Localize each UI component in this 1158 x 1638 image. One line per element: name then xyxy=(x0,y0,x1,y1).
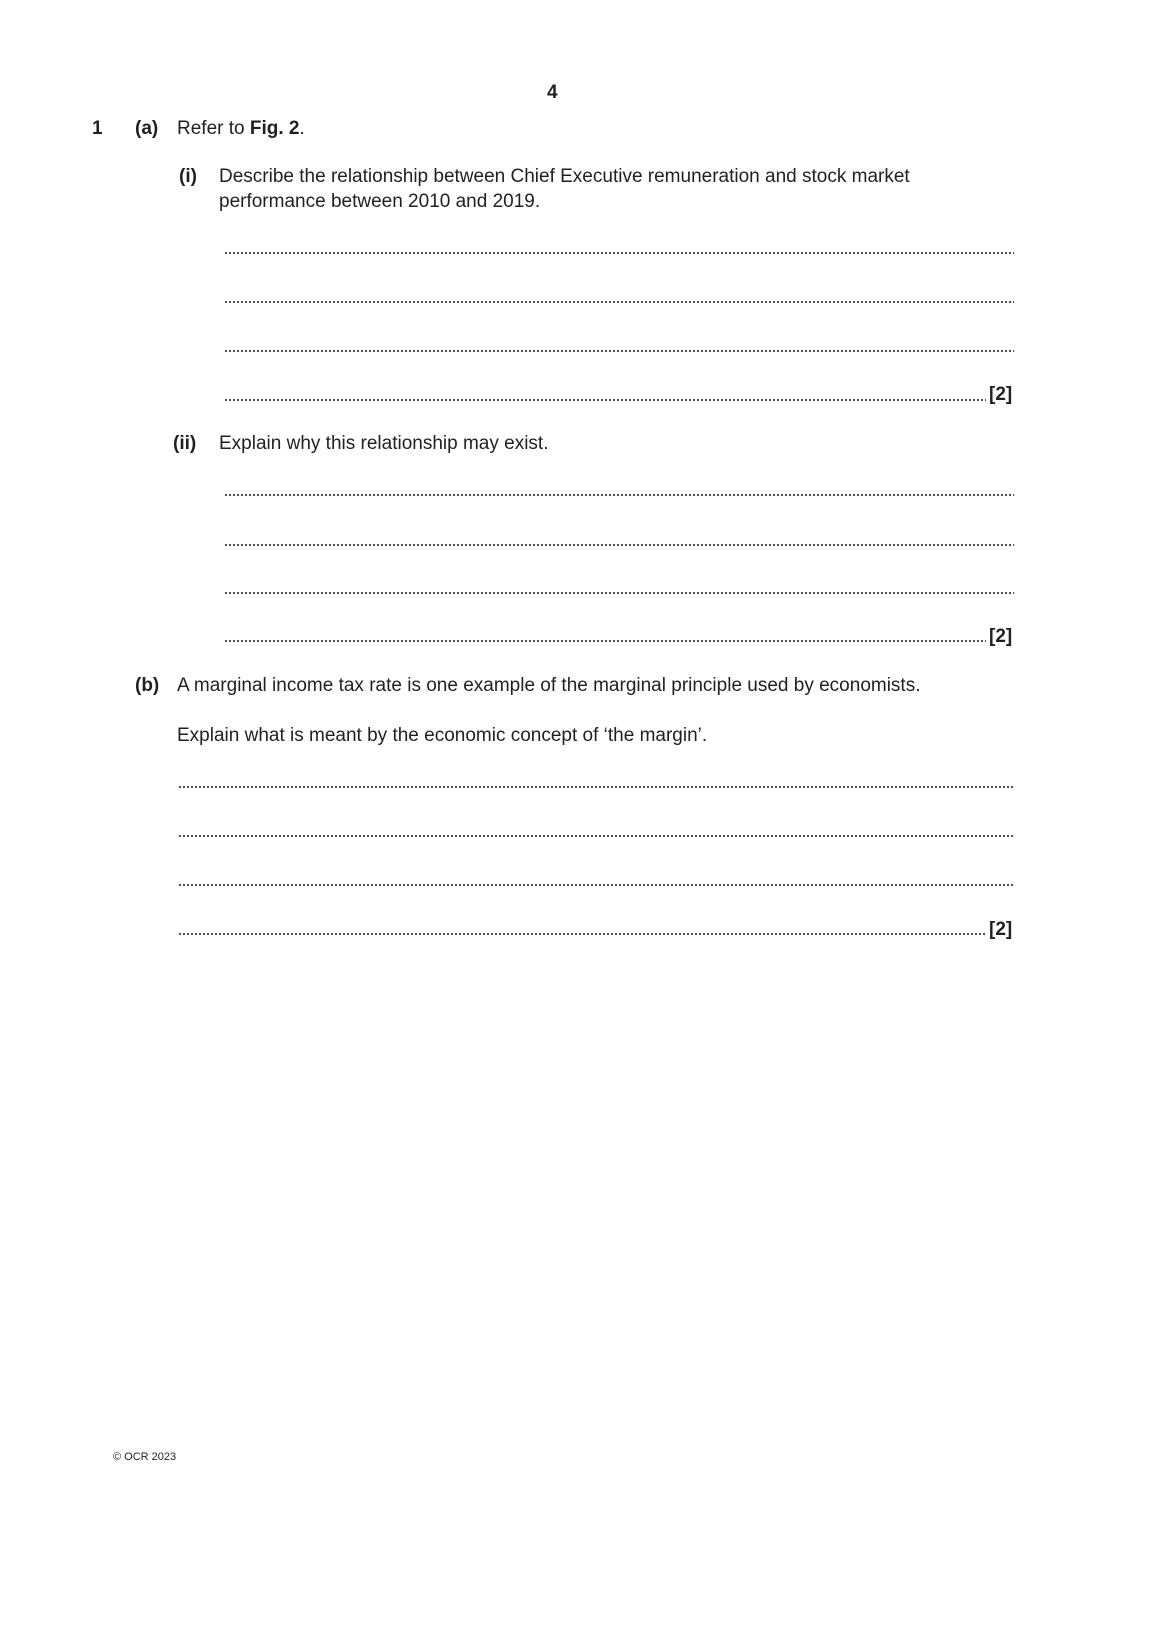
part-b-statement: A marginal income tax rate is one example of the marginal principle used by economists. xyxy=(177,675,921,696)
answer-line[interactable] xyxy=(224,398,986,402)
intro-suffix: . xyxy=(299,118,305,139)
answer-line[interactable] xyxy=(178,883,1014,887)
intro-prefix: Refer to xyxy=(177,118,250,139)
answer-line[interactable] xyxy=(224,639,986,643)
page-number: 4 xyxy=(547,82,558,103)
answer-line[interactable] xyxy=(224,251,1014,255)
copyright-footer: © OCR 2023 xyxy=(113,1451,177,1463)
marks-label: [2] xyxy=(989,384,1013,405)
sub-i-question-line1: Describe the relationship between Chief Executive remuneration and stock market xyxy=(219,166,910,187)
figure-reference: Fig. 2 xyxy=(249,118,300,139)
marks-label: [2] xyxy=(989,919,1013,940)
answer-line[interactable] xyxy=(224,543,1014,547)
part-b-label: (b) xyxy=(135,675,160,696)
sub-ii-question: Explain why this relationship may exist. xyxy=(219,433,549,454)
sub-i-label: (i) xyxy=(179,166,197,187)
answer-line[interactable] xyxy=(224,349,1014,353)
answer-line[interactable] xyxy=(178,785,1014,789)
answer-line[interactable] xyxy=(178,834,1014,838)
marks-label: [2] xyxy=(989,626,1013,647)
part-a-label: (a) xyxy=(135,118,159,139)
sub-ii-label: (ii) xyxy=(173,433,197,454)
answer-line[interactable] xyxy=(224,591,1014,595)
sub-i-question-line2: performance between 2010 and 2019. xyxy=(219,191,541,212)
answer-line[interactable] xyxy=(178,932,986,936)
part-a-intro xyxy=(177,118,305,140)
answer-line[interactable] xyxy=(224,493,1014,497)
answer-line[interactable] xyxy=(224,300,1014,304)
part-b-question: Explain what is meant by the economic concept of ‘the margin’. xyxy=(177,725,708,746)
question-number: 1 xyxy=(92,118,103,139)
